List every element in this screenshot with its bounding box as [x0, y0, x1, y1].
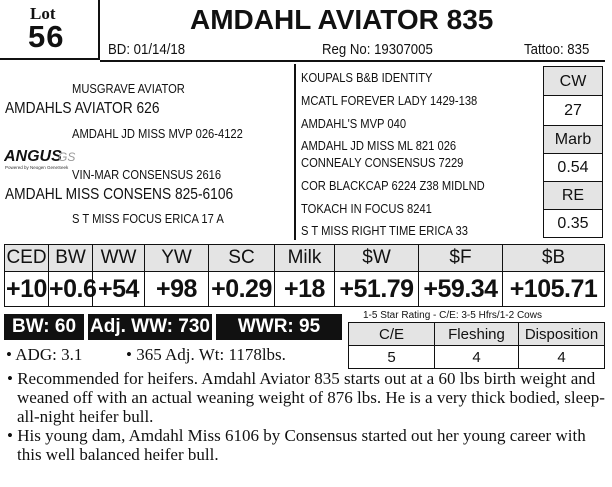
- registration-number: Reg No: 19307005: [322, 41, 433, 58]
- bullet-glyph: •: [126, 345, 137, 364]
- header-rule: [100, 60, 605, 62]
- sire-dam: AMDAHL JD MISS MVP 026-4122: [72, 126, 243, 141]
- lot-label: Lot: [30, 4, 56, 23]
- note-item: • His young dam, Amdahl Miss 6106 by Consensus started out her young career with this well balanced heifer bull.: [7, 426, 586, 464]
- epd-value-row: [5, 272, 605, 307]
- actual-bw-badge: BW: 60: [4, 314, 84, 340]
- rating-header-row: [349, 323, 605, 346]
- epd-header-ced: CED: [5, 245, 49, 272]
- cw-label: CW: [543, 66, 603, 96]
- marb-label: Marb: [543, 126, 603, 154]
- rating-header-ce: C/E: [349, 323, 435, 346]
- epd-value-ww: +54: [93, 272, 145, 307]
- epd-header-sc: SC: [209, 245, 275, 272]
- epd-header-yw: YW: [145, 245, 209, 272]
- birth-date: BD: 01/14/18: [108, 41, 186, 58]
- pedigree-right-3: AMDAHL'S MVP 040: [301, 116, 407, 131]
- rating-value-row: [349, 346, 605, 369]
- re-label: RE: [543, 182, 603, 210]
- epd-header-ww: WW: [93, 245, 145, 272]
- sire: AMDAHLS AVIATOR 626: [5, 100, 160, 117]
- epd-value-sc: +0.29: [209, 272, 275, 307]
- wwr-badge: WWR: 95: [216, 314, 342, 340]
- rating-value-fleshing: 4: [435, 346, 519, 369]
- adg-item: [6, 345, 82, 364]
- re-value: 0.35: [543, 210, 603, 238]
- angus-logo-text: ANGUS: [4, 148, 62, 165]
- pedigree-right-8: S T MISS RIGHT TIME ERICA 33: [301, 223, 468, 238]
- pedigree-right-5: CONNEALY CONSENSUS 7229: [301, 155, 464, 170]
- angus-logo-suffix: GS: [58, 150, 76, 164]
- rating-header-disposition: Disposition: [519, 323, 605, 346]
- animal-name: AMDAHL AVIATOR 835: [190, 4, 494, 35]
- epd-value-milk: +18: [275, 272, 335, 307]
- epd-value-w-index: +51.79: [335, 272, 419, 307]
- epd-header-f-index: $F: [419, 245, 503, 272]
- dam-dam: S T MISS FOCUS ERICA 17 A: [72, 211, 224, 226]
- note-text-1: Recommended for heifers. Amdahl Aviator 835 starts out at a 60 lbs birth weight and weaned off with an actual weaning weight of 876 lbs. He is a very thick bodied, sleep-all-night heifer bull.: [17, 369, 605, 426]
- adjusted-ww-badge: Adj. WW: 730: [88, 314, 212, 340]
- epd-header-row: [5, 245, 605, 272]
- angus-gs-logo: [4, 146, 76, 177]
- epd-value-b-index: +105.71: [503, 272, 605, 307]
- adg-text: ADG: 3.1: [15, 345, 83, 364]
- adj-weight-text: 365 Adj. Wt: 1178lbs.: [136, 345, 286, 364]
- dam-sire: VIN-MAR CONSENSUS 2616: [72, 167, 222, 182]
- sire-sire: MUSGRAVE AVIATOR: [72, 81, 185, 96]
- rating-value-disposition: 4: [519, 346, 605, 369]
- notes: [5, 369, 605, 464]
- epd-value-yw: +98: [145, 272, 209, 307]
- note-text-2: His young dam, Amdahl Miss 6106 by Consensus started out her young career with this well balanced heifer bull.: [17, 426, 586, 464]
- pedigree-right-6: COR BLACKCAP 6224 Z38 MIDLND: [301, 178, 485, 193]
- pedigree-right-7: TOKACH IN FOCUS 8241: [301, 201, 432, 216]
- epd-header-b-index: $B: [503, 245, 605, 272]
- pedigree-right-2: MCATL FOREVER LADY 1429-138: [301, 93, 478, 108]
- pedigree-right-4: AMDAHL JD MISS ML 821 026: [301, 138, 457, 153]
- rating-header-fleshing: Fleshing: [435, 323, 519, 346]
- epd-value-f-index: +59.34: [419, 272, 503, 307]
- marb-value: 0.54: [543, 154, 603, 182]
- epd-table: [4, 244, 605, 307]
- dam: AMDAHL MISS CONSENS 825-6106: [5, 186, 234, 203]
- adj-weight-item: [126, 345, 286, 364]
- epd-header-w-index: $W: [335, 245, 419, 272]
- pedigree-right-1: KOUPALS B&B IDENTITY: [301, 70, 433, 85]
- angus-logo-tagline: Powered by Neogen GeneSeek: [5, 165, 69, 170]
- note-item: • Recommended for heifers. Amdahl Aviator 835 starts out at a 60 lbs birth weight and weaned off with an actual weaning weight of 876 lbs. He is a very thick bodied, sleep-all-night heifer bull.: [7, 369, 605, 426]
- rating-table: [348, 322, 605, 369]
- pedigree-divider: [294, 64, 296, 240]
- rating-caption: 1-5 Star Rating - C/E: 3-5 Hfrs/1-2 Cows: [363, 310, 542, 321]
- cw-value: 27: [543, 96, 603, 126]
- epd-value-bw: +0.6: [49, 272, 93, 307]
- epd-header-milk: Milk: [275, 245, 335, 272]
- bullet-glyph: •: [6, 345, 16, 364]
- epd-header-bw: BW: [49, 245, 93, 272]
- rating-value-ce: 5: [349, 346, 435, 369]
- tattoo: Tattoo: 835: [524, 41, 590, 58]
- lot-number: 56: [28, 19, 65, 54]
- epd-value-ced: +10: [5, 272, 49, 307]
